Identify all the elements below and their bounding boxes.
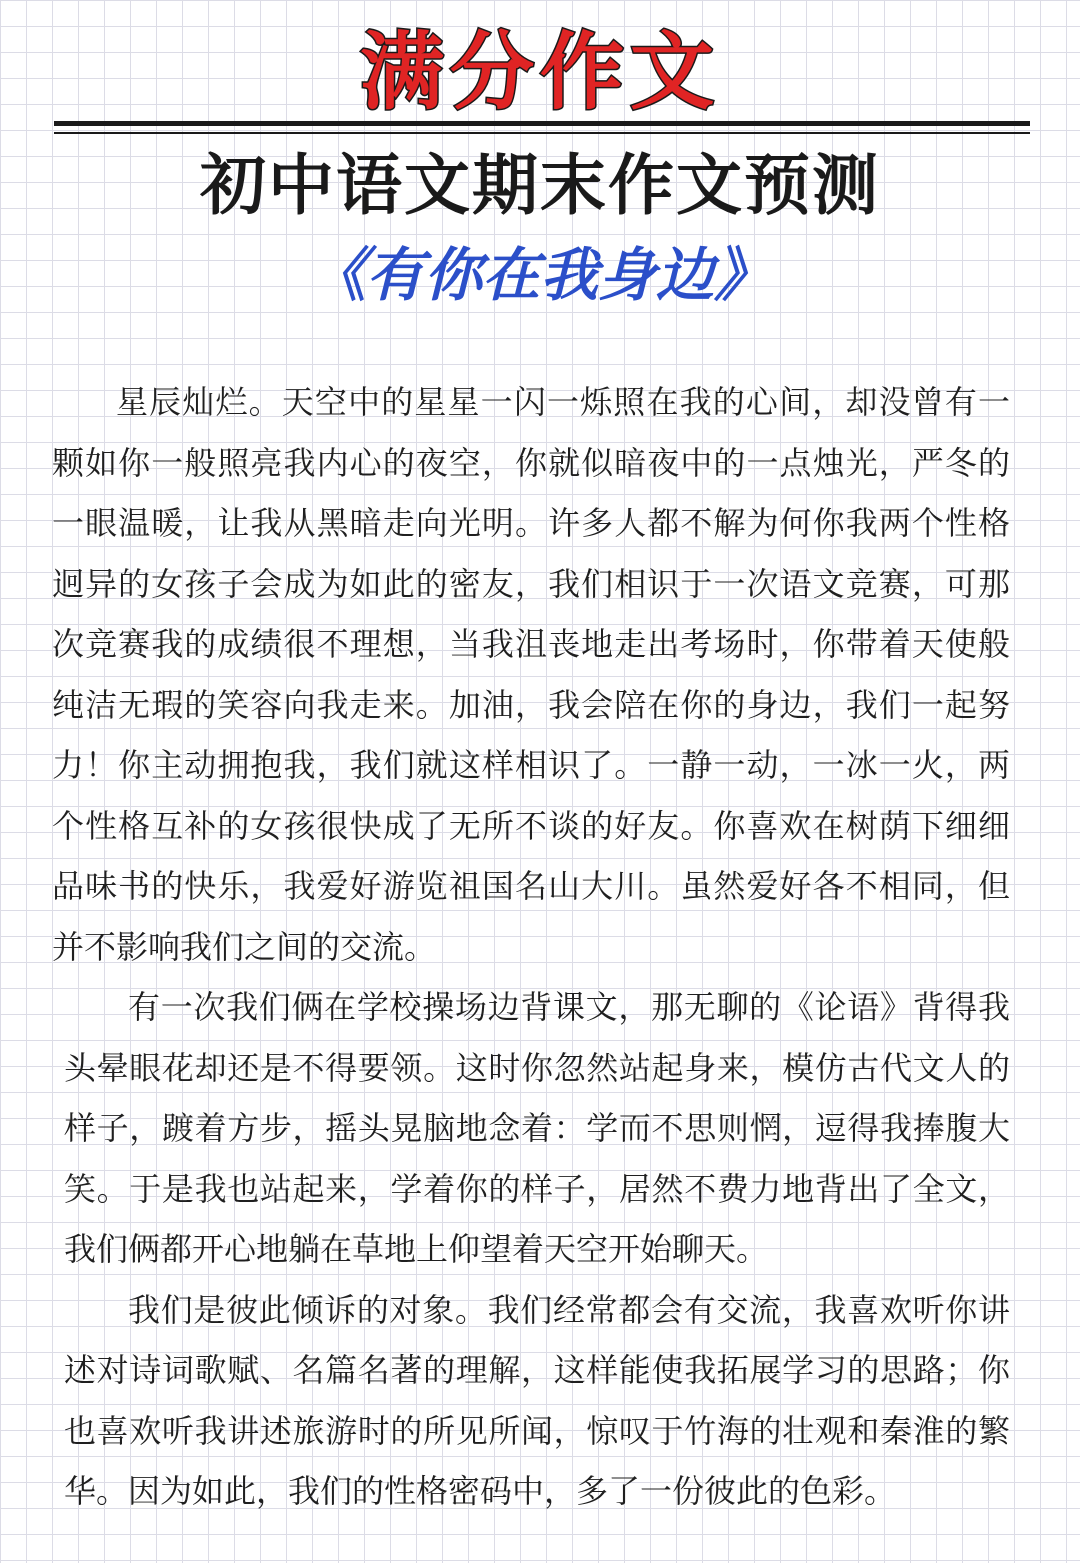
essay-paragraph-1: 星辰灿烂。天空中的星星一闪一烁照在我的心间，却没曾有一颗如你一般照亮我内心的夜空，你就似暗夜中的一点烛光，严冬的一眼温暖，让我从黑暗走向光明。许多人都不解为何你我两个性格迥异的女孩子会成为如此的密友，我们相识于一次语文竞赛，可那次竞赛我的成绩很不理想，当我沮丧地走出考场时，你带着天使般纯洁无瑕的笑容向我走来。加油，我会陪在你的身边，我们一起努力！你主动拥抱我，我们就这样相识了。一静一动，一冰一火，两个性格互补的女孩很快成了无所不谈的好友。你喜欢在树荫下细细品味书的快乐，我爱好游览祖国名山大川。虽然爱好各不相同，但并不影响我们之间的交流。 bbox=[52, 383, 1010, 966]
essay-paragraph-2: 有一次我们俩在学校操场边背课文，那无聊的《论语》背得我头晕眼花却还是不得要领。这时你忽然站起身来，模仿古代文人的样子，踱着方步，摇头晃脑地念着：学而不思则惘，逗得我捧腹大笑。于是我也站起来，学着你的样子，居然不费力地背出了全文，我们俩都开心地躺在草地上仰望着天空开始聊天。 bbox=[64, 988, 1010, 1268]
header-divider-thick bbox=[54, 121, 1030, 126]
full-marks-badge: 满分作文 bbox=[359, 23, 720, 121]
essay-title: 《有你在我身边》 bbox=[307, 241, 772, 309]
header-divider-thin bbox=[54, 132, 1030, 134]
page-title: 初中语文期末作文预测 bbox=[200, 147, 880, 224]
essay-paragraph-3: 我们是彼此倾诉的对象。我们经常都会有交流，我喜欢听你讲述对诗词歌赋、名篇名著的理解，这样能使我拓展学习的思路；你也喜欢听我讲述旅游时的所见所闻，惊叹于竹海的壮观和秦淮的繁华。因为如此，我们的性格密码中，多了一份彼此的色彩。 bbox=[64, 1290, 1010, 1510]
essay-body bbox=[52, 372, 1010, 1522]
